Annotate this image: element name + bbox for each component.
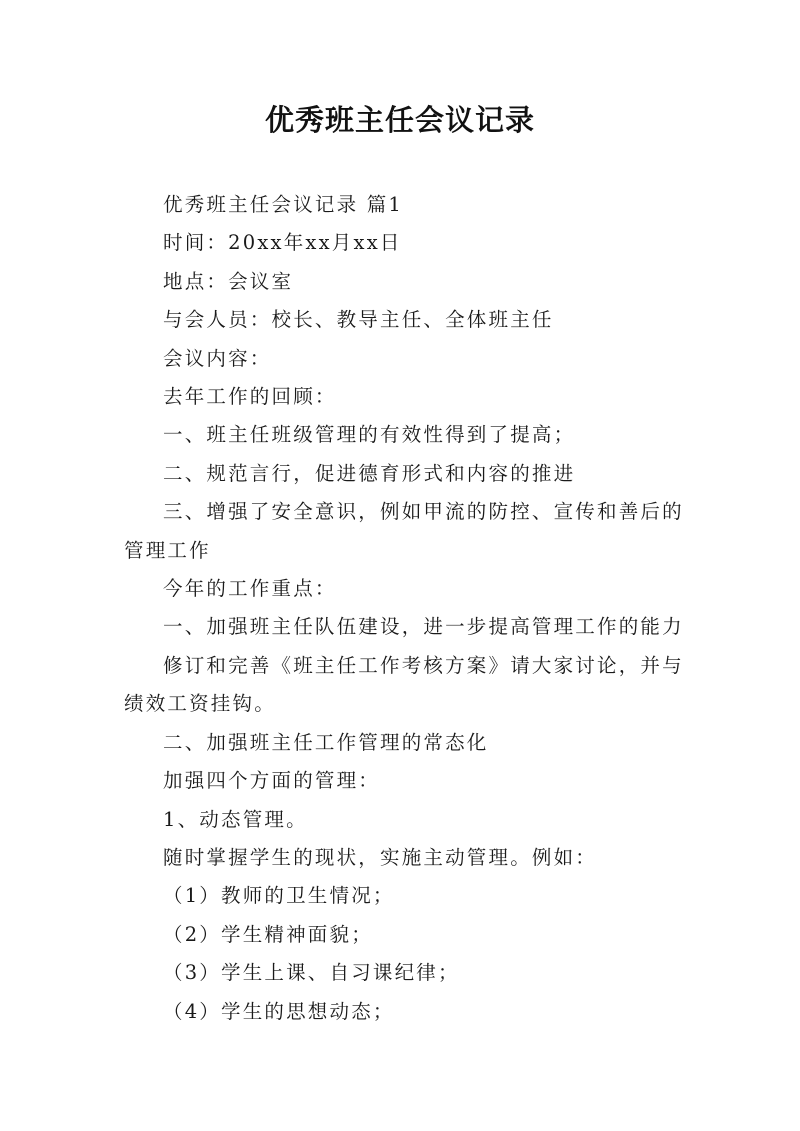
paragraph-review-item-3: 三、增强了安全意识，例如甲流的防控、宣传和善后的管理工作 — [124, 500, 684, 562]
paragraph-example-4: （4）学生的思想动态； — [163, 999, 395, 1023]
paragraph-dynamic-management: 1、动态管理。 — [163, 807, 308, 831]
paragraph-focus-item-2: 二、加强班主任工作管理的常态化 — [163, 730, 489, 754]
paragraph-example-3: （3）学生上课、自习课纪律； — [163, 961, 460, 985]
document-title: 优秀班主任会议记录 — [264, 103, 535, 137]
paragraph-example-2: （2）学生精神面貌； — [163, 922, 373, 946]
paragraph-attendees: 与会人员：校长、教导主任、全体班主任 — [163, 308, 554, 332]
paragraph-time: 时间：20xx年xx月xx日 — [163, 231, 402, 255]
paragraph-section-heading: 优秀班主任会议记录 篇1 — [163, 193, 404, 216]
paragraph-revise-plan: 修订和完善《班主任工作考核方案》请大家讨论，并与绩效工资挂钩。 — [124, 653, 684, 716]
paragraph-review-item-1: 一、班主任班级管理的有效性得到了提高； — [163, 423, 576, 447]
paragraph-example-1: （1）教师的卫生情况； — [163, 884, 395, 908]
paragraph-four-aspects: 加强四个方面的管理： — [163, 769, 381, 793]
paragraph-location: 地点：会议室 — [163, 269, 294, 293]
paragraph-meeting-content: 会议内容： — [163, 346, 272, 370]
document-body — [124, 186, 684, 1031]
paragraph-grasp-status: 随时掌握学生的现状，实施主动管理。例如： — [163, 845, 598, 869]
paragraph-last-year-review: 去年工作的回顾： — [163, 385, 337, 409]
paragraph-this-year-focus: 今年的工作重点： — [163, 577, 337, 601]
paragraph-focus-item-1: 一、加强班主任队伍建设，进一步提高管理工作的能力 — [163, 615, 684, 639]
paragraph-review-item-2: 二、规范言行，促进德育形式和内容的推进 — [163, 461, 576, 485]
